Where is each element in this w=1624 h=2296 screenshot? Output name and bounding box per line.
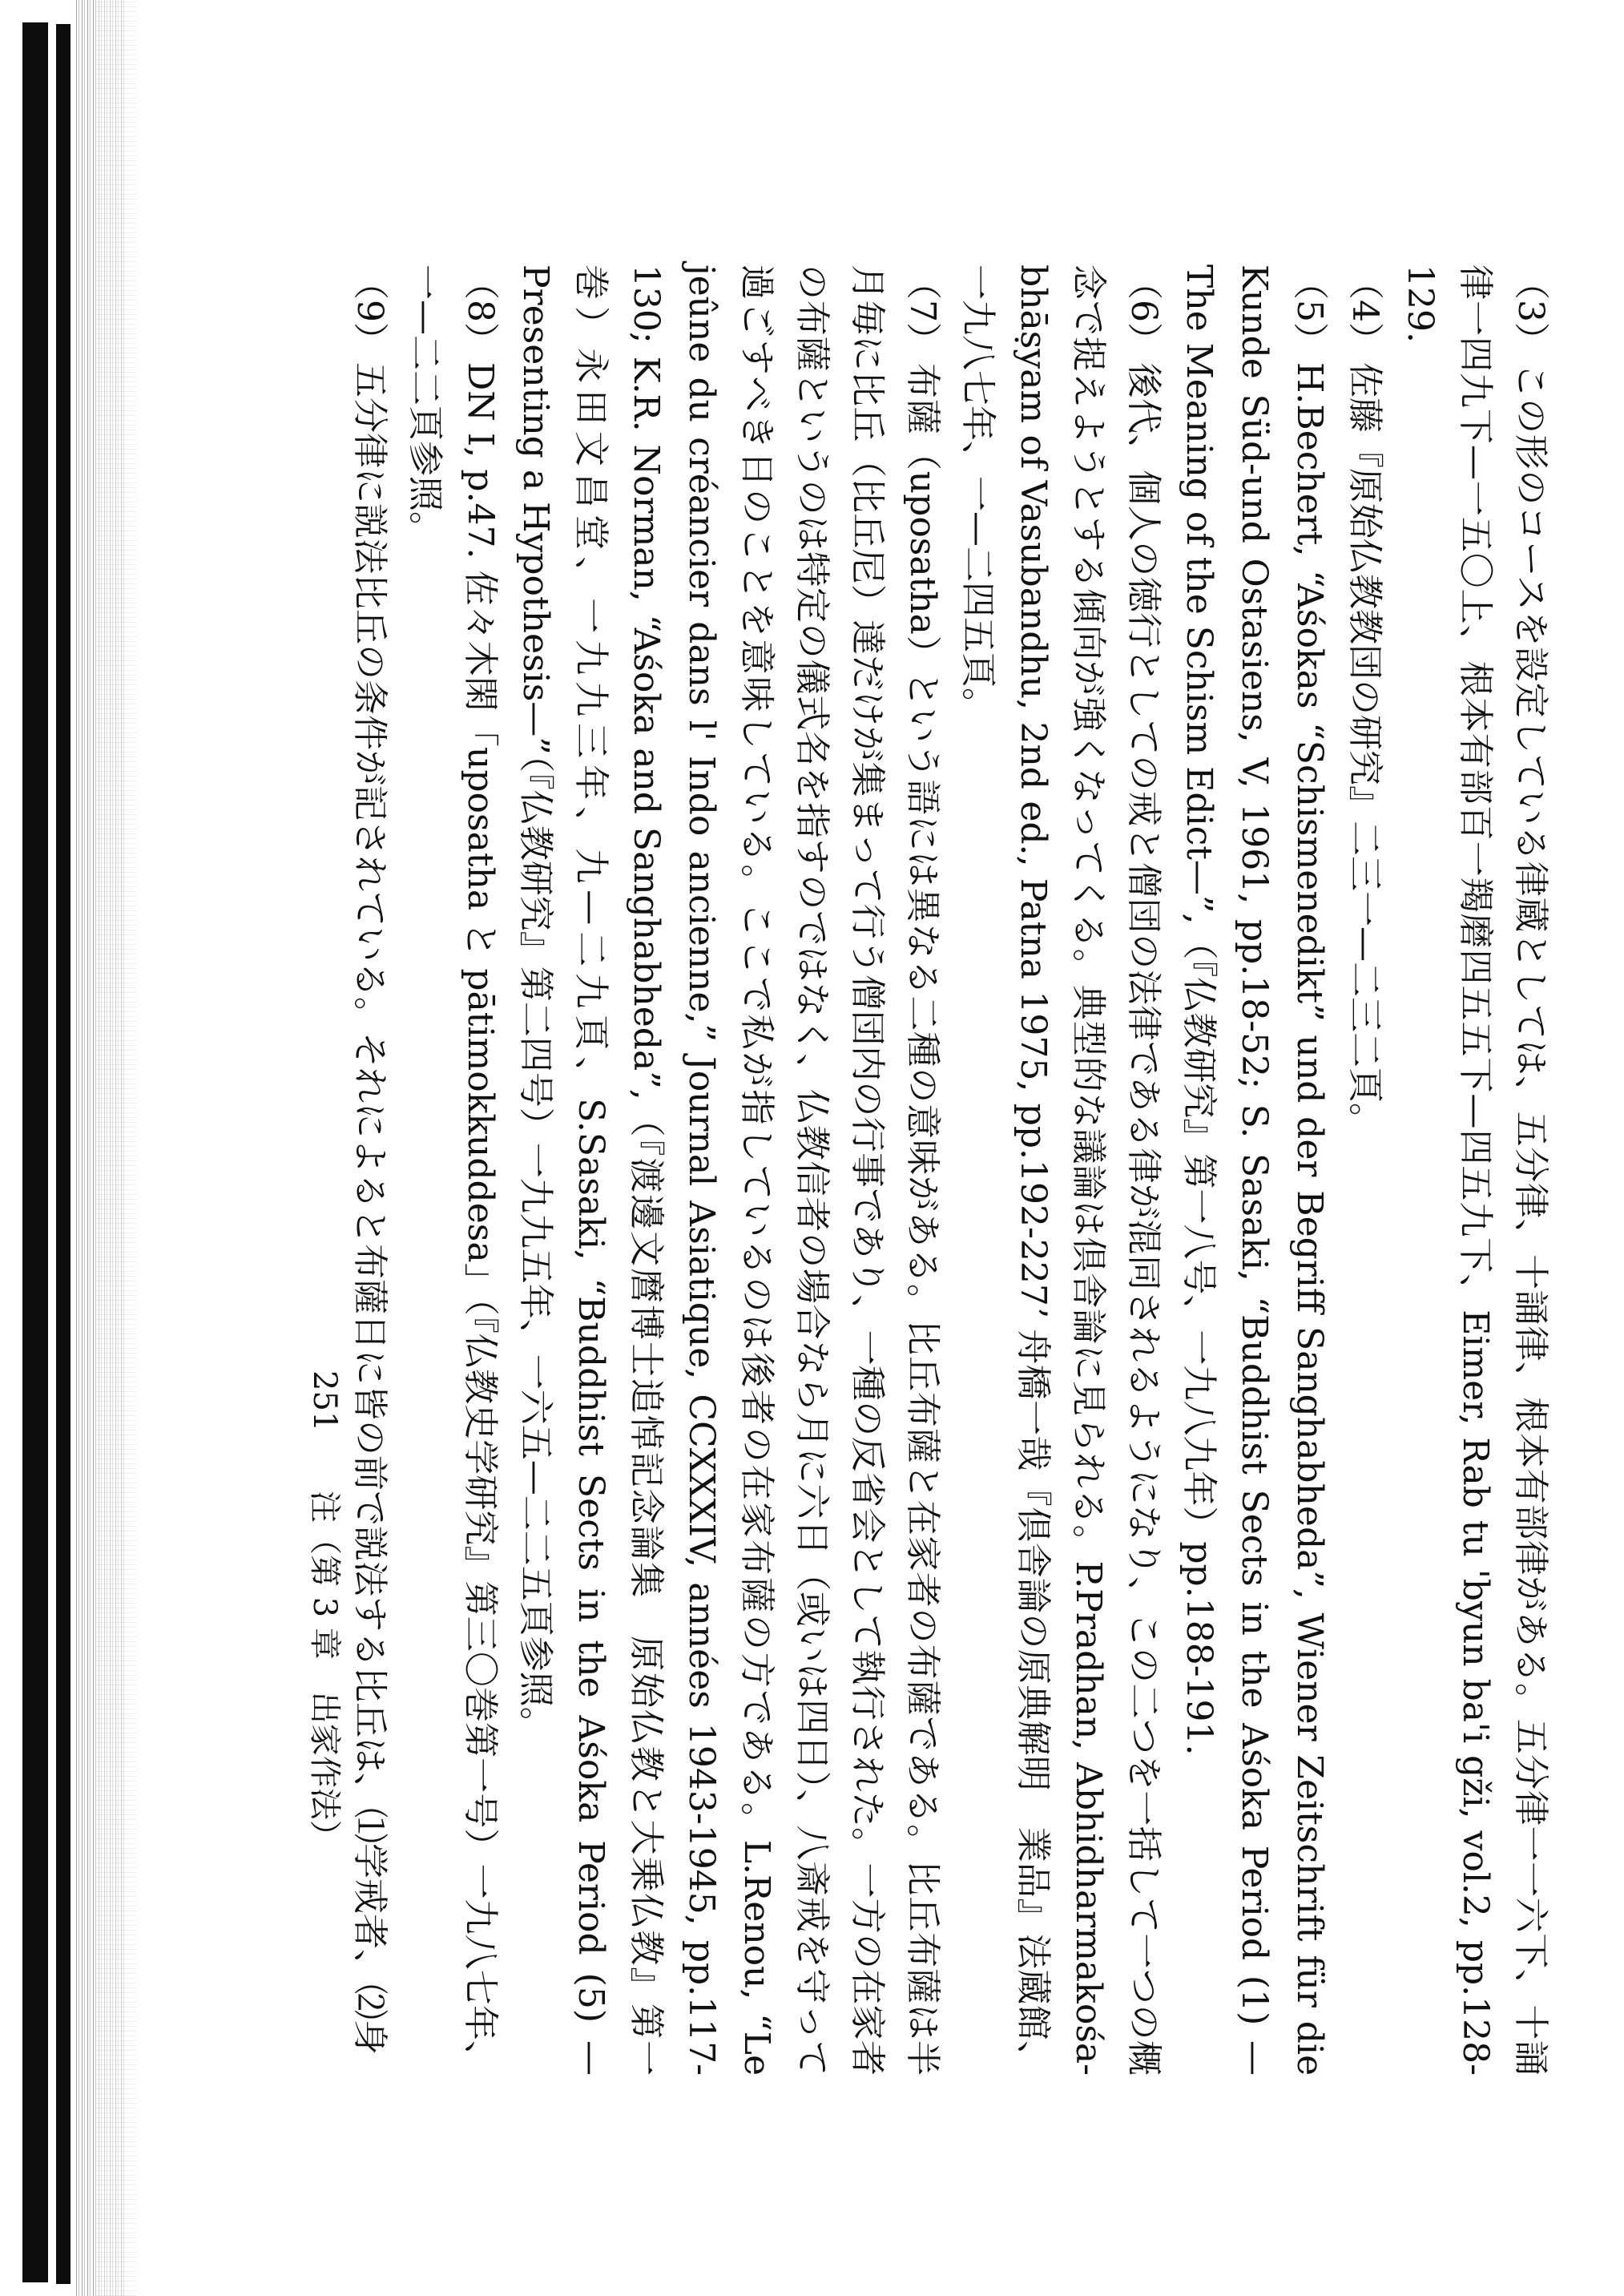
note-number: （8） <box>460 264 501 357</box>
note-number: （7） <box>902 264 943 357</box>
note-7 <box>508 264 950 2076</box>
scan-shadow-band <box>22 22 48 2282</box>
scan-noise <box>96 0 136 2296</box>
note-4 <box>1337 264 1392 2076</box>
note-9 <box>342 264 397 2076</box>
note-number: （3） <box>1510 264 1551 357</box>
scan-edge <box>0 0 140 2296</box>
page-number: 251 <box>306 1370 343 1432</box>
note-number: （6） <box>1123 264 1164 357</box>
note-number: （4） <box>1344 264 1385 357</box>
page-footer <box>304 1370 345 2076</box>
note-5 <box>1171 264 1337 2076</box>
note-text: DN I, p.47. 佐々木閑「uposatha と pātimokkuddesa」（『仏教史学研究』第三〇巻第一号）一九八七年、一—二二頁参照。 <box>405 264 501 2076</box>
note-text: H.Bechert, “Aśokas “Schismenedikt” und der Begriff Sanghabheda”, Wiener Zeitschrift für die Kunde Süd-und Ostasiens, V, 1961, pp.18-52; S. Sasaki, “Buddhist Sects in the Aśoka Period (1) —The Meaning of the Schism Edict—”,（『仏教研究』第一八号、一九八九年）pp.188-191. <box>1179 264 1330 2076</box>
note-6 <box>950 264 1171 2076</box>
note-8 <box>397 264 508 2076</box>
note-text: 後代、個人の徳行としての戒と僧団の法律である律が混同されるようになり、この二つを一括して一つの概念で捉えようとする傾向が強くなってくる。典型的な議論は倶舎論に見られる。P.Pradhan, Abhidharmakośa-bhāṣyam of Vasubandhu, 2nd ed., Patna 1975, pp.192-227ʼ 舟橋一哉『倶舎論の原典解明 業品』法蔵館、一九八七年、一—二四五頁。 <box>957 264 1164 2076</box>
note-number: （5） <box>1289 264 1330 357</box>
note-3 <box>1392 264 1558 2076</box>
note-text: この形のコースを設定している律蔵としては、五分律、十誦律、根本有部律がある。五分律一一六下、十誦律一四九下—一五〇上、根本有部百一羯磨四五五下—四五九下、Eimer, Rab tu 'byun ba'i gži, vol.2, pp.128-129. <box>1400 264 1551 2076</box>
running-title: 注（第 3 章 出家作法） <box>306 1491 343 1852</box>
rotated-page <box>308 264 1558 2076</box>
scan-shadow-band-inner <box>56 24 71 2284</box>
note-text: 五分律に説法比丘の条件が記されている。それによると布薩日に皆の前で説法する比丘は、⑴学戒者、⑵身 <box>349 362 390 2055</box>
note-number: （9） <box>349 264 390 357</box>
note-text: 布薩（uposatha）という語には異なる二種の意味がある。比丘布薩と在家者の布薩である。比丘布薩は半月毎に比丘（比丘尼）達だけが集まって行う僧団内の行事であり、一種の反省会として執行された。一方の在家者の布薩というのは特定の儀式名を指すのではなく、仏教信者の場合なら月に六日（或いは四日）、八斎戒を守って過ごすべき日のことを意味している。ここで私が指しているのは後者の在家布薩の方である。L.Renou, “Le jeûne du créancier dans l' Indo ancienne,” Journal Asiatique, CCXXXIV, années 1943-1945, pp.117-130; K.R. Norman, “Aśoka and Sanghabheda”,（『渡邊文麿博士追悼記念論集 原始仏教と大乗仏教』第一巻）永田文昌堂、一九九三年、九—二九頁、S.Sasaki, “Buddhist Sects in the Aśoka Period (5) —Presenting a Hypothesis—”（『仏教研究』第二四号）一九九五年、一六五—二二五頁参照。 <box>515 264 943 2076</box>
notes-list <box>342 264 1558 2076</box>
note-text: 佐藤『原始仏教教団の研究』二三一—二三二頁。 <box>1344 362 1385 1138</box>
